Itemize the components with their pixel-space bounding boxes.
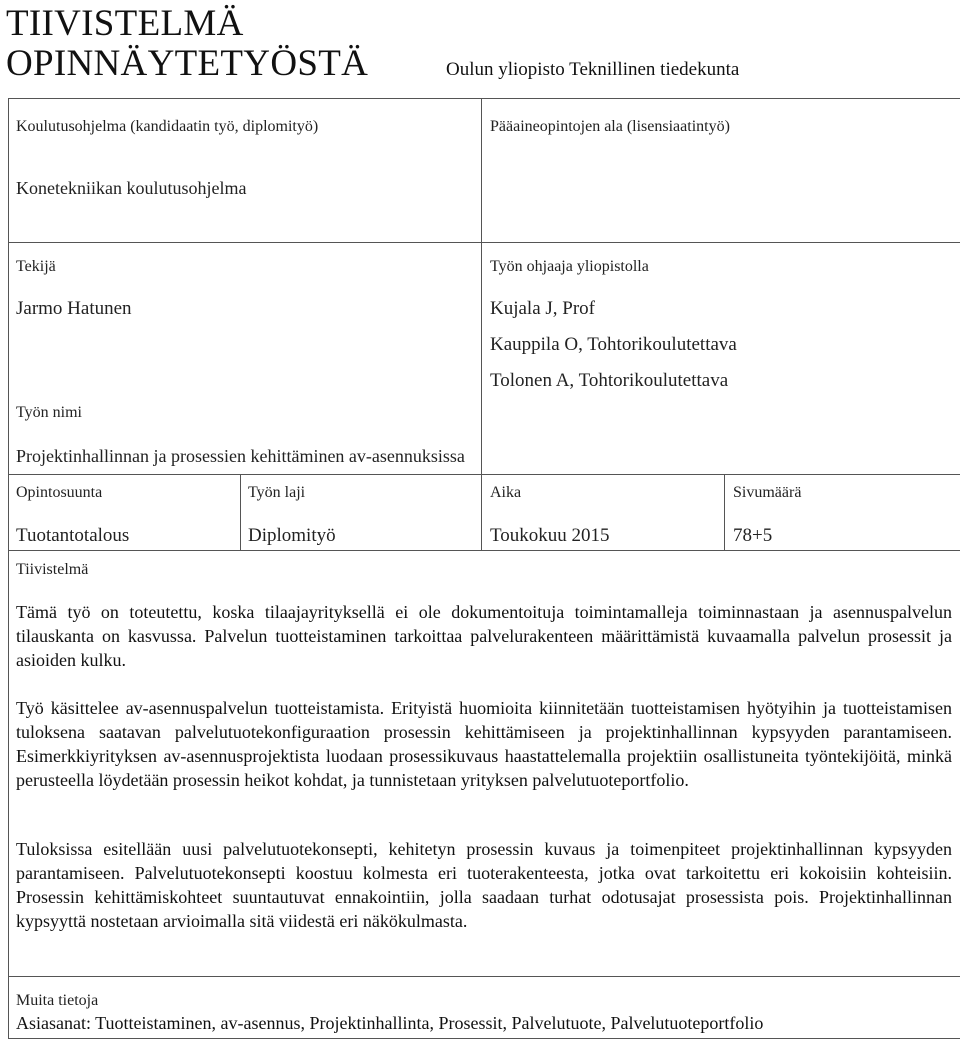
document-title-line1: TIIVISTELMÄ: [6, 3, 244, 44]
program-label: Koulutusohjelma (kandidaatin työ, diplomityö): [16, 118, 319, 135]
supervisor-name: Kauppila O, Tohtorikoulutettava: [490, 334, 737, 355]
supervisor-name: Tolonen A, Tohtorikoulutettava: [490, 370, 729, 391]
other-info-label: Muita tietoja: [16, 992, 99, 1009]
document-title-line2: OPINNÄYTETYÖSTÄ: [6, 43, 369, 84]
abstract-paragraph: Tuloksissa esitellään uusi palvelutuotekonsepti, kehitetyn prosessin kuvaus ja toimenpiteet projektinhallinnan kypsyyden parantamiseen. Palvelutuotekonsepti koostuu kolmesta eri tuoterakenteesta, jotka ovat tarkoitettu eri kokoisiin kohteisiin. Prosessin kehittämiskohteet suuntautuvat ennakointiin, jolla saadaan turhat odotusajat prosessista pois. Projektinhallinnan kypsyyttä nostetaan arvioimalla sitä viidestä eri näkökulmasta.: [16, 839, 952, 931]
divider-row-abstract: [8, 550, 960, 551]
supervisor-label: Työn ohjaaja yliopistolla: [490, 258, 649, 275]
thesis-title-label: Työn nimi: [16, 404, 82, 421]
faculty-name: Oulun yliopisto Teknillinen tiedekunta: [446, 59, 740, 80]
divider-row-details: [8, 474, 960, 475]
thesis-title: Projektinhallinnan ja prosessien kehittäminen av-asennuksissa: [16, 446, 465, 466]
abstract-paragraph: Työ käsittelee av-asennuspalvelun tuotteistamista. Erityistä huomioita kiinnitetään tuotteistamisen hyötyihin ja tuotteistamisen tuloksena saatavan palvelutuotekonfiguraation prosessin kehittämiseen ja projektinhallinnan kypsyyden parantamiseen. Esimerkkiyrityksen av-asennusprojektista luodaan prosessikuvaus haastattelemalla projektiin osallistuneita työntekijöitä, minkä perusteella löydetään prosessin heikot kohdat, ja tunnistetaan yrityksen palvelutuoteportfolio.: [16, 698, 952, 790]
divider-main-vertical: [481, 98, 482, 474]
divider-row-author: [8, 242, 960, 243]
author-label: Tekijä: [16, 258, 56, 275]
keywords: Asiasanat: Tuotteistaminen, av-asennus, Projektinhallinta, Prosessit, Palvelutuote, Palvelutuoteportfolio: [16, 1013, 764, 1033]
date-label: Aika: [490, 484, 522, 501]
thesis-type-label: Työn laji: [248, 484, 306, 501]
program-value: Konetekniikan koulutusohjelma: [16, 178, 247, 198]
divider-col-date: [481, 474, 482, 550]
form-border-bottom: [8, 1038, 960, 1039]
form-border-top: [8, 98, 960, 99]
abstract-paragraph: Tämä työ on toteutettu, koska tilaajayrityksellä ei ole dokumentoituja toimintamalleja toiminnastaan ja asennuspalvelun tilauskanta on kasvussa. Palvelun tuotteistaminen tarkoittaa palvelurakenteen määrittämistä kuvaamalla palvelun prosessit ja asioiden kulku.: [16, 602, 952, 670]
divider-col-pages: [724, 474, 725, 550]
major-label: Pääaineopintojen ala (lisensiaatintyö): [490, 118, 730, 135]
form-border-left: [8, 98, 9, 1039]
divider-col-type: [240, 474, 241, 550]
abstract-label: Tiivistelmä: [16, 561, 89, 578]
supervisor-name: Kujala J, Prof: [490, 298, 596, 319]
specialization-label: Opintosuunta: [16, 484, 103, 501]
page-count-label: Sivumäärä: [733, 484, 802, 501]
thesis-type-value: Diplomityö: [248, 525, 336, 546]
page-count-value: 78+5: [733, 525, 773, 546]
date-value: Toukokuu 2015: [490, 525, 610, 546]
divider-row-other: [8, 976, 960, 977]
specialization-value: Tuotantotalous: [16, 525, 130, 546]
author-value: Jarmo Hatunen: [16, 298, 132, 319]
